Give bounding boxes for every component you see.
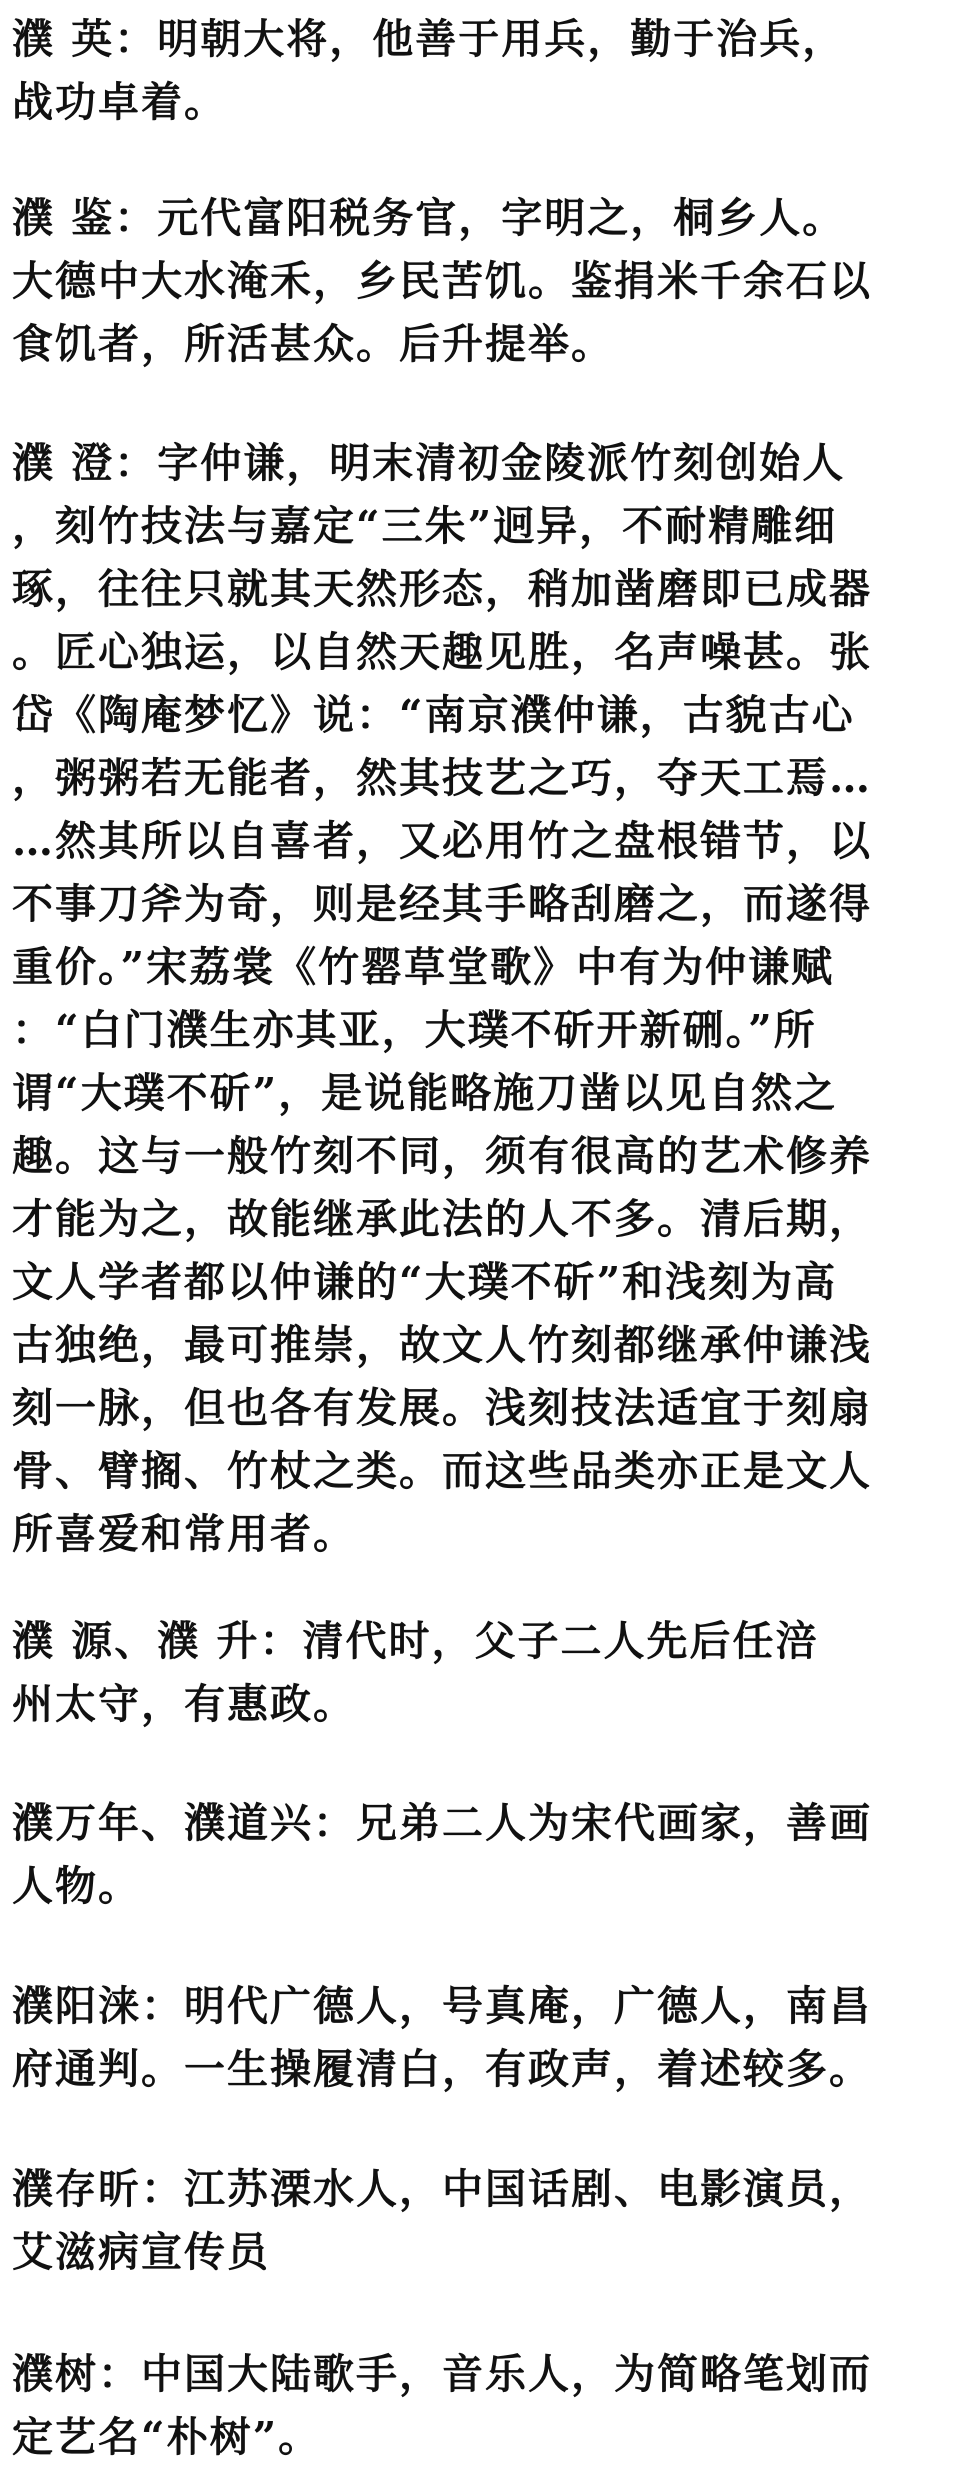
text-line: 战功卓着。: [12, 78, 227, 126]
entry-pu-ying: [12, 8, 962, 134]
text-line: ：“白门濮生亦其亚，大璞不斫开新硎。”所: [12, 1006, 817, 1054]
text-line: 大德中大水淹禾，乡民苦饥。鉴捐米千余石以: [12, 257, 872, 305]
text-line: …然其所以自喜者，又必用竹之盘根错节，以: [12, 817, 872, 865]
text-line: 趣。这与一般竹刻不同，须有很高的艺术修养: [12, 1132, 872, 1180]
text-line: 岱《陶庵梦忆》说：“南京濮仲谦，古貌古心: [12, 691, 855, 739]
entry-pu-jian: [12, 187, 962, 376]
text-line: 濮 源、濮 升：清代时，父子二人先后任涪: [12, 1617, 819, 1665]
text-line: 文人学者都以仲谦的“大璞不斫”和浅刻为高: [12, 1258, 838, 1306]
text-line: 重价。”宋荔裳《竹罂草堂歌》中有为仲谦赋: [12, 943, 835, 991]
text-line: 谓“大璞不斫”，是说能略施刀凿以见自然之: [12, 1069, 838, 1117]
text-line: 骨、臂搁、竹杖之类。而这些品类亦正是文人: [12, 1447, 872, 1495]
text-line: 府通判。一生操履清白，有政声，着述较多。: [12, 2045, 872, 2093]
text-line: 刻一脉，但也各有发展。浅刻技法适宜于刻扇: [12, 1384, 872, 1432]
entry-pu-yanglai: [12, 1975, 962, 2101]
text-line: 艾滋病宣传员: [12, 2228, 270, 2276]
text-line: 濮树：中国大陆歌手，音乐人，为简略笔划而: [12, 2350, 872, 2398]
text-line: 濮 澄：字仲谦，明末清初金陵派竹刻创始人: [12, 439, 846, 487]
entry-pu-shu: [12, 2343, 962, 2469]
entry-pu-cunxin: [12, 2158, 962, 2284]
text-line: 。匠心独运，以自然天趣见胜，名声噪甚。张: [12, 628, 872, 676]
text-line: ，粥粥若无能者，然其技艺之巧，夺天工焉…: [12, 754, 872, 802]
text-line: 所喜爱和常用者。: [12, 1510, 356, 1558]
text-line: 濮 鉴：元代富阳税务官，字明之，桐乡人。: [12, 194, 846, 242]
text-line: 不事刀斧为奇，则是经其手略刮磨之，而遂得: [12, 880, 872, 928]
text-line: 人物。: [12, 1862, 141, 1910]
text-line: 濮万年、濮道兴：兄弟二人为宋代画家，善画: [12, 1799, 872, 1847]
text-line: 定艺名“朴树”。: [12, 2413, 322, 2461]
text-line: 濮 英：明朝大将，他善于用兵，勤于治兵，: [12, 15, 846, 63]
text-line: 食饥者，所活甚众。后升提举。: [12, 320, 614, 368]
text-line: 才能为之，故能继承此法的人不多。清后期，: [12, 1195, 872, 1243]
text-line: ，刻竹技法与嘉定“三朱”迥异，不耐精雕细: [12, 502, 838, 550]
text-line: 濮存昕：江苏溧水人，中国话剧、电影演员，: [12, 2165, 872, 2213]
text-line: 琢，往往只就其天然形态，稍加凿磨即已成器: [12, 565, 872, 613]
entry-pu-yuan-pu-sheng: [12, 1610, 962, 1736]
text-line: 州太守，有惠政。: [12, 1680, 356, 1728]
entry-pu-cheng: [12, 432, 962, 1566]
text-line: 濮阳涞：明代广德人，号真庵，广德人，南昌: [12, 1982, 872, 2030]
text-line: 古独绝，最可推崇，故文人竹刻都继承仲谦浅: [12, 1321, 872, 1369]
entry-pu-wannian-pu-daoxing: [12, 1792, 962, 1918]
